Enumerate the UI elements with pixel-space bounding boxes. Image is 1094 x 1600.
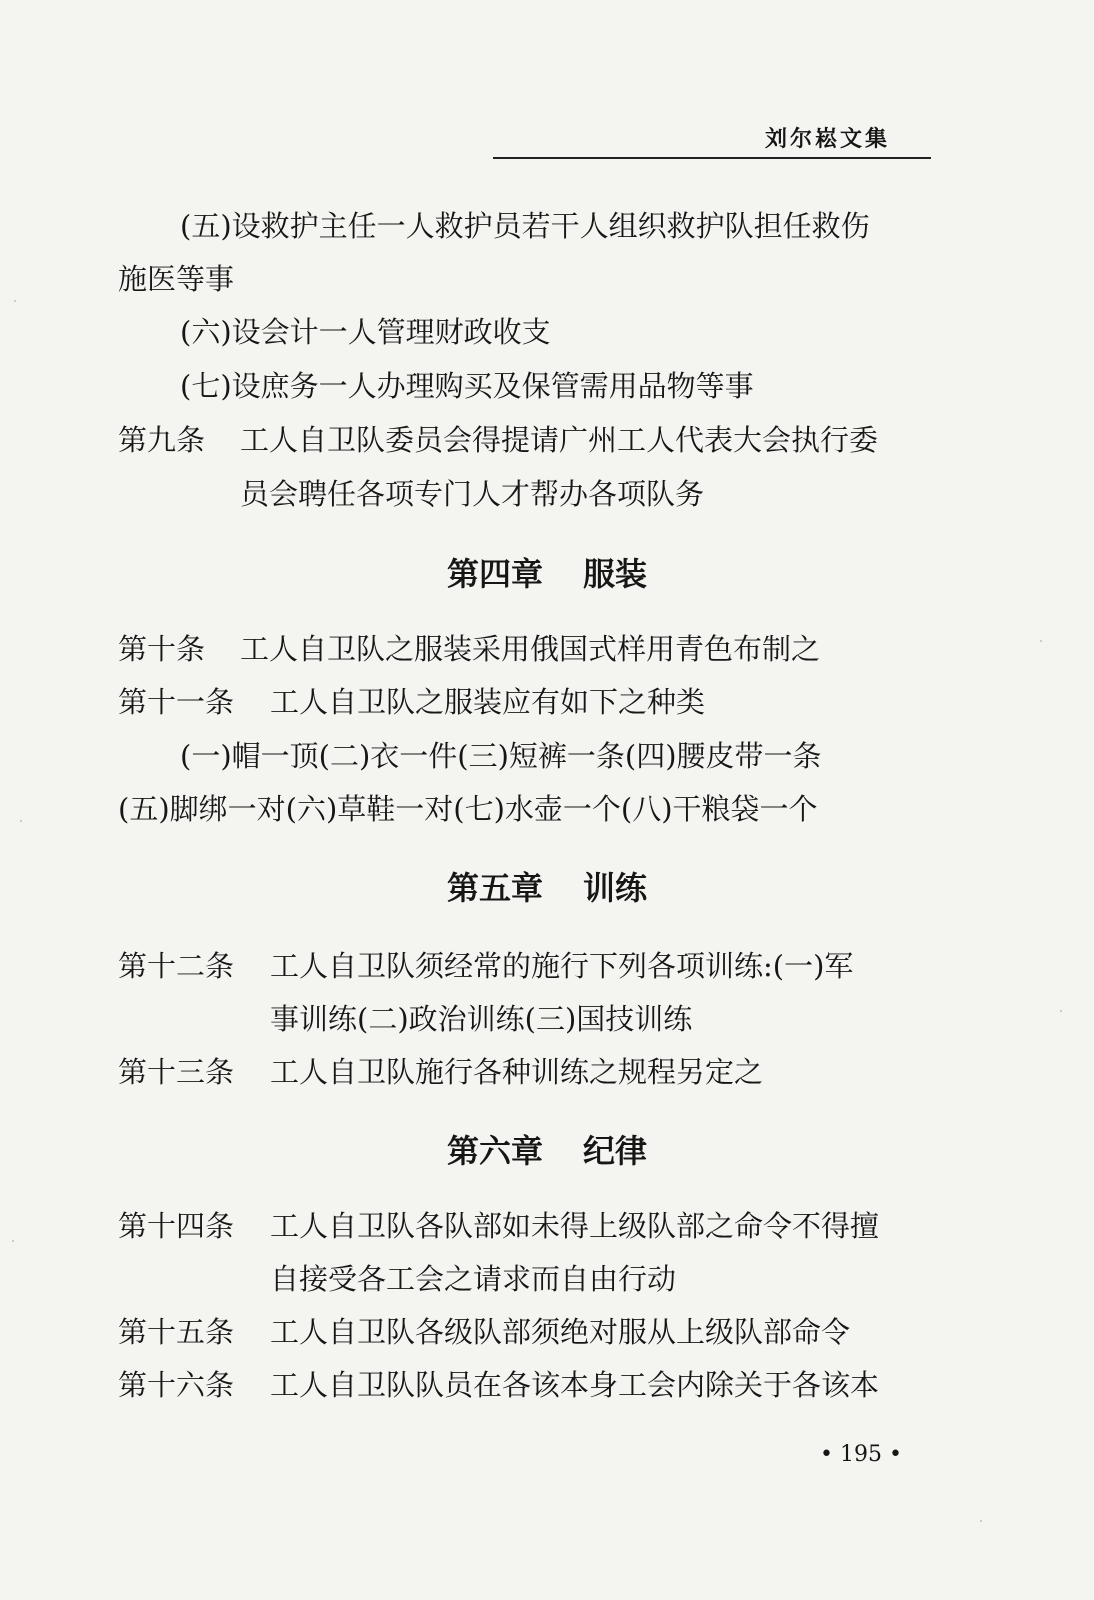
items-line: (一)帽一顶(二)衣一件(三)短裤一条(四)腰皮带一条 bbox=[180, 739, 822, 773]
article-text: 工人自卫队各级队部须绝对服从上级队部命令 bbox=[270, 1315, 851, 1349]
article-label: 第十六条 bbox=[118, 1368, 235, 1402]
article-text: 工人自卫队队员在各该本身工会内除关于各该本 bbox=[270, 1368, 880, 1402]
header-rule bbox=[493, 157, 931, 159]
page-number: • 195 • bbox=[820, 1442, 902, 1467]
article-text: 事训练(二)政治训练(三)国技训练 bbox=[270, 1002, 693, 1036]
article-text: 工人自卫队各队部如未得上级队部之命令不得擅 bbox=[270, 1209, 880, 1243]
article-text: 工人自卫队委员会得提请广州工人代表大会执行委 bbox=[240, 423, 879, 457]
scan-speck bbox=[14, 300, 16, 302]
chapter-number: 第五章 bbox=[446, 869, 543, 907]
article-label: 第十一条 bbox=[118, 685, 235, 719]
article-text: 工人自卫队须经常的施行下列各项训练:(一)军 bbox=[270, 949, 854, 983]
chapter-number: 第六章 bbox=[446, 1132, 543, 1170]
article-label: 第十三条 bbox=[118, 1055, 235, 1089]
article-label: 第十四条 bbox=[118, 1209, 235, 1243]
chapter-title: 纪律 bbox=[583, 1132, 648, 1170]
scan-speck bbox=[1040, 640, 1042, 642]
article-label: 第十二条 bbox=[118, 949, 235, 983]
body-line: (六)设会计一人管理财政收支 bbox=[180, 315, 551, 349]
article-label: 第十条 bbox=[118, 632, 206, 666]
chapter-heading bbox=[0, 869, 1094, 907]
chapter-title: 服装 bbox=[583, 555, 648, 593]
article-text: 工人自卫队之服装采用俄国式样用青色布制之 bbox=[240, 632, 821, 666]
running-head-title: 刘尔崧文集 bbox=[764, 126, 890, 152]
chapter-heading bbox=[0, 1132, 1094, 1170]
scan-speck bbox=[12, 1240, 14, 1242]
article-text: 自接受各工会之请求而自由行动 bbox=[270, 1262, 677, 1296]
scan-speck bbox=[1060, 1010, 1062, 1012]
body-line: 施医等事 bbox=[118, 262, 235, 296]
chapter-number: 第四章 bbox=[446, 555, 543, 593]
article-label: 第九条 bbox=[118, 423, 206, 457]
article-text: 员会聘任各项专门人才帮办各项队务 bbox=[240, 477, 705, 511]
article-text: 工人自卫队施行各种训练之规程另定之 bbox=[270, 1055, 764, 1089]
scan-speck bbox=[980, 1520, 982, 1522]
article-text: 工人自卫队之服装应有如下之种类 bbox=[270, 685, 706, 719]
chapter-title: 训练 bbox=[583, 869, 648, 907]
article-label: 第十五条 bbox=[118, 1315, 235, 1349]
body-line: (五)设救护主任一人救护员若干人组织救护队担任救伤 bbox=[180, 209, 870, 243]
body-line: (七)设庶务一人办理购买及保管需用品物等事 bbox=[180, 369, 754, 403]
items-line: (五)脚绑一对(六)草鞋一对(七)水壶一个(八)干粮袋一个 bbox=[118, 792, 818, 826]
scan-speck bbox=[20, 820, 22, 822]
chapter-heading bbox=[0, 555, 1094, 593]
